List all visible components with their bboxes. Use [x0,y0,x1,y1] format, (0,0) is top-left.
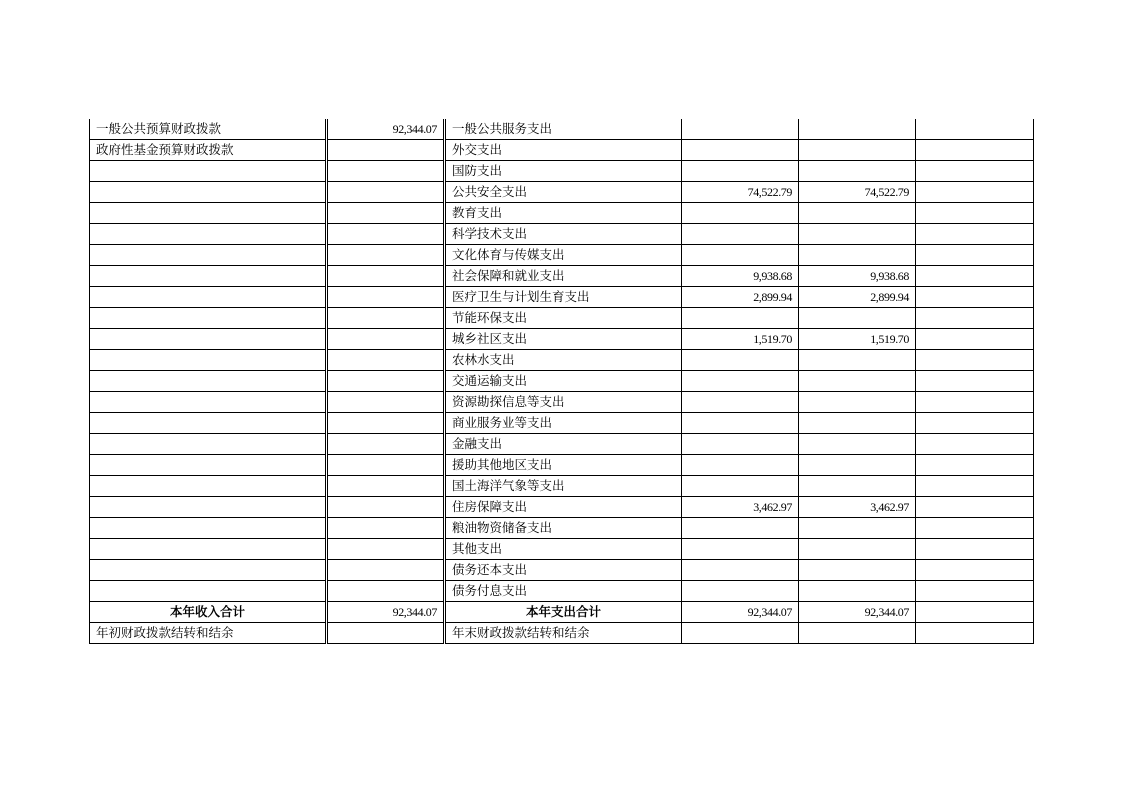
expense-fund-budget-cell [916,455,1034,476]
expense-general-budget-cell [799,224,916,245]
expense-general-budget-cell [799,203,916,224]
expense-total-cell [682,476,799,497]
expense-item-cell: 国土海洋气象等支出 [445,476,682,497]
expense-item-cell: 金融支出 [445,434,682,455]
income-item-cell [90,266,327,287]
income-amount-cell: 92,344.07 [327,119,445,140]
expense-general-budget-cell: 74,522.79 [799,182,916,203]
income-item-cell [90,308,327,329]
expense-general-budget-cell [799,392,916,413]
expense-fund-budget-cell [916,203,1034,224]
table-row [90,161,1034,182]
table-row [90,476,1034,497]
income-item-cell [90,245,327,266]
table-row [90,539,1034,560]
expense-general-budget-cell [799,161,916,182]
expense-general-budget-cell [799,623,916,644]
expense-total-cell: 3,462.97 [682,497,799,518]
expense-item-cell: 医疗卫生与计划生育支出 [445,287,682,308]
table-row [90,434,1034,455]
expense-fund-budget-cell [916,329,1034,350]
expense-total-cell [682,623,799,644]
expense-fund-budget-cell [916,602,1034,623]
expense-item-cell: 债务付息支出 [445,581,682,602]
expense-item-cell: 教育支出 [445,203,682,224]
table-row [90,329,1034,350]
expense-general-budget-cell: 1,519.70 [799,329,916,350]
expense-item-cell: 文化体育与传媒支出 [445,245,682,266]
income-amount-cell [327,371,445,392]
income-amount-cell [327,518,445,539]
budget-table [89,119,1034,644]
income-amount-cell [327,224,445,245]
expense-item-cell: 社会保障和就业支出 [445,266,682,287]
expense-total-cell: 2,899.94 [682,287,799,308]
table-row [90,224,1034,245]
expense-item-cell: 一般公共服务支出 [445,119,682,140]
table-row [90,371,1034,392]
expense-fund-budget-cell [916,497,1034,518]
expense-item-cell: 年末财政拨款结转和结余 [445,623,682,644]
income-amount-cell [327,287,445,308]
income-amount-cell [327,140,445,161]
expense-fund-budget-cell [916,392,1034,413]
expense-total-cell [682,224,799,245]
expense-item-cell: 节能环保支出 [445,308,682,329]
table-row [90,581,1034,602]
expense-general-budget-cell [799,581,916,602]
income-item-cell [90,224,327,245]
expense-general-budget-cell [799,476,916,497]
table-row [90,455,1034,476]
income-amount-cell [327,560,445,581]
table-row [90,203,1034,224]
income-item-cell [90,371,327,392]
income-item-cell [90,455,327,476]
expense-general-budget-cell [799,371,916,392]
expense-total-cell [682,392,799,413]
table-row [90,266,1034,287]
expense-general-budget-cell [799,140,916,161]
total-row [90,602,1034,623]
table-row [90,413,1034,434]
expense-total-cell [682,308,799,329]
expense-fund-budget-cell [916,350,1034,371]
expense-fund-budget-cell [916,518,1034,539]
expense-total-cell [682,161,799,182]
income-amount-cell [327,413,445,434]
income-amount-cell [327,497,445,518]
expense-total-cell [682,140,799,161]
expense-fund-budget-cell [916,140,1034,161]
expense-general-budget-cell [799,350,916,371]
expense-fund-budget-cell [916,539,1034,560]
expense-fund-budget-cell [916,119,1034,140]
income-amount-cell [327,161,445,182]
income-amount-cell [327,266,445,287]
income-amount-cell [327,476,445,497]
expense-total-cell [682,560,799,581]
expense-total-cell [682,581,799,602]
income-item-cell [90,329,327,350]
expense-total-cell [682,413,799,434]
expense-total-cell [682,434,799,455]
expense-general-budget-cell [799,413,916,434]
expense-item-cell: 商业服务业等支出 [445,413,682,434]
income-amount-cell [327,350,445,371]
expense-fund-budget-cell [916,245,1034,266]
expense-fund-budget-cell [916,308,1034,329]
income-amount-cell [327,329,445,350]
table-row [90,560,1034,581]
income-amount-cell [327,455,445,476]
income-item-cell [90,581,327,602]
income-amount-cell [327,581,445,602]
expense-item-cell: 住房保障支出 [445,497,682,518]
expense-general-budget-cell: 9,938.68 [799,266,916,287]
expense-total-cell: 1,519.70 [682,329,799,350]
expense-general-budget-cell [799,434,916,455]
income-amount-cell [327,392,445,413]
expense-general-budget-cell [799,539,916,560]
expense-item-cell: 农林水支出 [445,350,682,371]
income-item-cell [90,518,327,539]
expense-general-budget-cell [799,119,916,140]
income-item-cell [90,350,327,371]
income-amount-cell: 92,344.07 [327,602,445,623]
expense-general-budget-cell [799,455,916,476]
income-item-cell [90,287,327,308]
income-amount-cell [327,203,445,224]
expense-item-cell: 粮油物资储备支出 [445,518,682,539]
income-item-cell [90,203,327,224]
expense-fund-budget-cell [916,623,1034,644]
income-item-cell: 一般公共预算财政拨款 [90,119,327,140]
expense-total-cell: 9,938.68 [682,266,799,287]
expense-item-cell: 债务还本支出 [445,560,682,581]
expense-item-cell: 交通运输支出 [445,371,682,392]
expense-total-cell [682,455,799,476]
expense-total-cell [682,245,799,266]
income-item-cell [90,413,327,434]
expense-total-cell: 74,522.79 [682,182,799,203]
expense-item-cell: 公共安全支出 [445,182,682,203]
expense-general-budget-cell: 92,344.07 [799,602,916,623]
income-item-cell: 政府性基金预算财政拨款 [90,140,327,161]
table-row [90,497,1034,518]
income-item-cell [90,476,327,497]
income-item-cell [90,497,327,518]
expense-fund-budget-cell [916,581,1034,602]
table-row [90,308,1034,329]
expense-total-cell: 92,344.07 [682,602,799,623]
income-amount-cell [327,245,445,266]
table-row [90,119,1034,140]
income-amount-cell [327,539,445,560]
expense-general-budget-cell: 2,899.94 [799,287,916,308]
table-row [90,245,1034,266]
expense-total-cell [682,518,799,539]
expense-general-budget-cell [799,308,916,329]
expense-general-budget-cell [799,518,916,539]
expense-fund-budget-cell [916,560,1034,581]
expense-fund-budget-cell [916,413,1034,434]
expense-fund-budget-cell [916,434,1034,455]
expense-general-budget-cell: 3,462.97 [799,497,916,518]
income-amount-cell [327,623,445,644]
expense-fund-budget-cell [916,371,1034,392]
expense-fund-budget-cell [916,224,1034,245]
expense-total-cell [682,203,799,224]
expense-item-cell: 本年支出合计 [445,602,682,623]
income-item-cell: 年初财政拨款结转和结余 [90,623,327,644]
expense-fund-budget-cell [916,161,1034,182]
expense-item-cell: 城乡社区支出 [445,329,682,350]
expense-item-cell: 科学技术支出 [445,224,682,245]
income-item-cell [90,161,327,182]
expense-general-budget-cell [799,560,916,581]
expense-general-budget-cell [799,245,916,266]
expense-total-cell [682,539,799,560]
expense-item-cell: 资源勘探信息等支出 [445,392,682,413]
expense-item-cell: 国防支出 [445,161,682,182]
expense-total-cell [682,371,799,392]
income-item-cell: 本年收入合计 [90,602,327,623]
expense-item-cell: 其他支出 [445,539,682,560]
income-item-cell [90,182,327,203]
table-row [90,182,1034,203]
expense-fund-budget-cell [916,476,1034,497]
table-row [90,140,1034,161]
table-row [90,518,1034,539]
table-row [90,287,1034,308]
income-item-cell [90,560,327,581]
expense-total-cell [682,350,799,371]
expense-fund-budget-cell [916,287,1034,308]
expense-item-cell: 外交支出 [445,140,682,161]
table-row [90,623,1034,644]
income-item-cell [90,539,327,560]
table-row [90,392,1034,413]
income-amount-cell [327,308,445,329]
income-item-cell [90,392,327,413]
budget-table-body [90,119,1034,644]
expense-fund-budget-cell [916,182,1034,203]
table-row [90,350,1034,371]
expense-fund-budget-cell [916,266,1034,287]
expense-total-cell [682,119,799,140]
income-amount-cell [327,182,445,203]
income-amount-cell [327,434,445,455]
income-item-cell [90,434,327,455]
expense-item-cell: 援助其他地区支出 [445,455,682,476]
